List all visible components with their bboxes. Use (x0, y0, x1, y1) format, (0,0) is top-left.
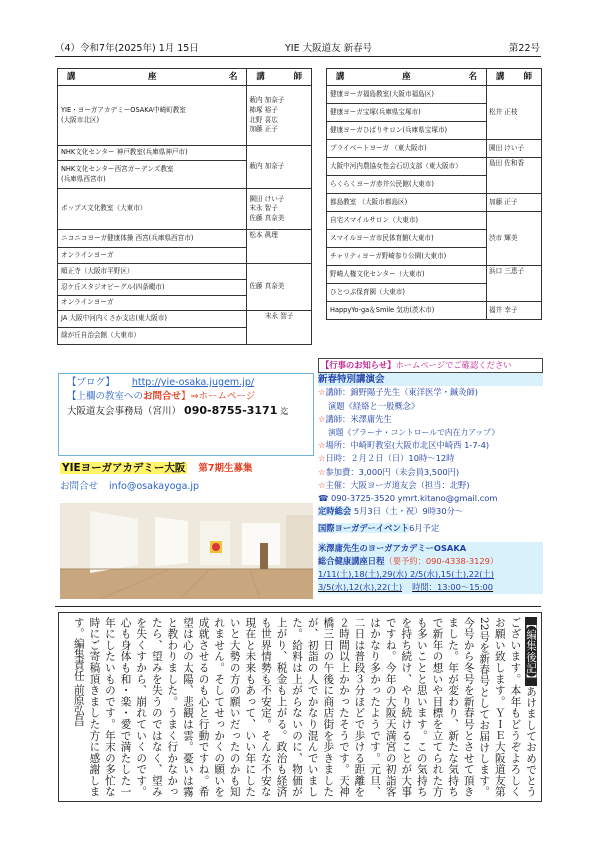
editorial-postscript (58, 612, 542, 802)
table-row (327, 140, 542, 158)
notice-title: 【行事のお知らせ】 (321, 360, 396, 370)
table-row (58, 230, 312, 248)
table-row (58, 86, 312, 146)
newsletter-title: YIE 大阪道友 新春号 (285, 43, 373, 54)
page-info: （4）令和7年(2025年) 1月 15日 (55, 43, 199, 54)
event-fee: 参加費：3,000円（未会員3,500円) (325, 466, 460, 477)
table-row (58, 189, 312, 230)
table-header-row (58, 69, 312, 86)
studio-interior-illustration (60, 503, 313, 599)
teacher-name: 園田 けい子 (486, 140, 541, 158)
course-name: プライベートヨーガ （東大阪市) (327, 140, 487, 158)
bullet-star: ☆ (318, 387, 326, 398)
course-location: (兵庫県西宮市) (61, 174, 106, 183)
course-name: ひとつぶ保育園（大東市) (327, 284, 487, 302)
table-row (327, 158, 542, 176)
section-rule (55, 606, 541, 607)
academy-osaka-line: 米澤庸先生のヨーガアカデミーOSAKA (318, 542, 467, 553)
general-meeting-label: 定時総会 (318, 506, 352, 517)
course-dates-2: 3/5(水),12(水),22(土) (318, 582, 403, 593)
header-char: 講 (67, 71, 76, 82)
course-name: NHK文化センター西宮ガーデンズ教室 (61, 164, 174, 173)
academy-banner (60, 460, 314, 500)
teacher-name: 柿塚 裕子 (249, 105, 278, 114)
table-row (327, 194, 542, 212)
health-course-label: 総合健康講座日程 (318, 555, 385, 566)
header-char: 師 (523, 71, 532, 82)
teacher-name: 薮内 加奈子 (249, 96, 285, 105)
header-char: 座 (147, 71, 157, 82)
header-char: 名 (228, 71, 238, 82)
office-suffix: 迄 (280, 407, 289, 416)
header-char: 座 (402, 71, 411, 82)
notice-title-note: ホームページでご確認ください (395, 360, 512, 370)
teacher-name: 加藤 正子 (249, 125, 278, 134)
bullet-star: ☆ (318, 466, 326, 477)
inquiry-bold: お問合せ (143, 391, 182, 402)
teacher-name: 佐藤 真奈美 (249, 213, 285, 222)
course-time: 時間：13:00～15:00 (412, 582, 494, 593)
table-row (58, 264, 312, 280)
issue-number: 第22号 (508, 43, 540, 54)
bullet-star: ☆ (318, 479, 326, 490)
teacher-name: 加藤 正子 (486, 194, 541, 212)
course-name: ニコニコヨーガ健康体操 西宮(兵庫県西宮市) (61, 233, 194, 242)
teacher-name: 島田 佐和香 (486, 158, 541, 194)
event-name: 新春特別講演会 (318, 373, 543, 386)
bullet-star: ☆ (318, 440, 326, 451)
course-name: YIE・ヨーガアカデミーOSAKA中崎町教室 (61, 105, 186, 114)
lecturer-1: 講師：錦野陽子先生（東洋医学・鍼灸師) (325, 387, 479, 398)
course-name: ポップス文化教室（大東市） (61, 204, 147, 213)
topic-1: 演題《経絡と一般概念》 (328, 400, 420, 411)
page-header (55, 40, 540, 54)
header-char: 名 (468, 71, 477, 82)
intl-yoga-day-date: 6月予定 (409, 523, 440, 534)
bullet-star: ☆ (318, 413, 326, 424)
teacher-name: 園田 けい子 (249, 194, 285, 203)
header-char: 講 (495, 71, 505, 82)
teacher-name: 福井 幸子 (486, 302, 541, 320)
course-name: 順正寺（大阪市平野区） (61, 266, 134, 275)
inquiry-pre: 【上欄の教室への (67, 391, 144, 402)
course-name: 忍ケ丘スタジオビーグル(四条畷市) (61, 282, 165, 291)
course-name: 健康ヨーガひばりサロン(兵庫県宝塚市) (327, 122, 487, 140)
table-row (327, 86, 542, 104)
teacher-name: 末永 智子 (264, 312, 294, 320)
table-row (327, 302, 542, 320)
teacher-name: 薮内 加奈子 (249, 162, 285, 171)
table-row (58, 146, 312, 161)
blog-link[interactable]: http://yie-osaka.jugem.jp/ (131, 377, 255, 388)
phone-icon: ☎ (318, 493, 329, 504)
course-name: 自宅スマイルサロン（大東市) (327, 212, 487, 230)
teacher-name: 浜口 三恵子 (486, 266, 541, 302)
table-row (327, 266, 542, 284)
header-char: 講 (256, 71, 265, 82)
intl-yoga-day-label: 国際ヨーガデーイベント (318, 523, 410, 534)
recruit-label: 第7期生募集 (198, 463, 253, 474)
event-organizer: 主催：大阪ヨーガ道友会（担当：北野) (325, 479, 470, 490)
event-venue: 場所：中崎町教室(大阪市北区中崎西 1-7-4) (325, 440, 490, 451)
office-phone: 090‐8755‐3171 (184, 404, 278, 417)
homepage-link[interactable]: 】⇒ホームページ (181, 391, 256, 402)
left-class-table (57, 68, 312, 345)
course-name: チャリティヨーガ野崎参り公園(大東市) (327, 248, 487, 266)
postscript-tag: 【編集後記】 (525, 618, 537, 685)
studio-photo (60, 503, 313, 599)
event-contact: 090-3725-3520 ymrt.kitano@gmail.com (330, 493, 498, 504)
course-name: HappyYo-ga＆Smile 気功(茨木市) (327, 302, 487, 320)
bullet-star: ☆ (318, 453, 326, 464)
academy-email[interactable]: info@osakayoga.jp (109, 481, 200, 492)
course-dates-1: 1/11(土),18(土),29(水) 2/5(水),15(土),22(土) (318, 568, 543, 581)
table-header-row (327, 69, 542, 86)
event-notice (318, 358, 543, 594)
topic-2: 演題《プラーナ・コントロールで内在力アップ》 (328, 428, 500, 438)
course-name: NHK文化センター 神戸教室(兵庫県神戸市) (61, 148, 188, 157)
office-name: 大阪道友会事務局（宮川） (67, 406, 182, 417)
course-name: 健康ヨーガ福島教室(大阪市福島区) (327, 86, 487, 104)
header-char: 講 (336, 71, 345, 82)
teacher-name: 佐藤 真奈美 (249, 282, 285, 291)
course-name: オンラインヨーガ (61, 298, 114, 307)
course-name: オンラインヨーガ (61, 250, 114, 259)
course-name: 都島教室 （大阪市都島区) (327, 194, 487, 212)
course-name: らくらくヨーガ赤井公民館(大東市) (327, 176, 487, 194)
course-name: スマイルヨーガ市民体育館(大東市) (327, 230, 487, 248)
event-datetime: 日時：２月２日（日）10時～12時 (325, 453, 455, 464)
header-rule (55, 56, 541, 57)
general-meeting-date: 5月3日（土・祝）9時30分～ (353, 506, 464, 517)
blog-contact-box (58, 373, 314, 456)
health-course-contact: （要予約：090-4338-3129） (384, 555, 499, 566)
header-char: 師 (293, 71, 302, 82)
teacher-name: 北野 喜広 (249, 115, 278, 124)
blog-label: 【ブログ】 (67, 377, 115, 388)
table-row (327, 212, 542, 230)
teacher-name: 渋市 輝美 (486, 212, 541, 266)
table-row (58, 311, 312, 328)
teacher-name: 松本 眞理 (249, 231, 278, 239)
course-name: 緑が丘自治会館（大東市） (61, 331, 141, 340)
postscript-body: あけましておめでとうございます。本年もどうぞよろしくお願い致します。ＹＩＥ大阪道友第22号を新春号としてお届けします。今号から冬号を新春号とさせて頂きました。年が変わり、新たな気持ちで新年の想いや目標を立てられた方も多いことと思います。この気持ちを持ち続け、やり続けることが大事ですね。今年の大阪天満宮の初詣客はかなり多かったようです。元旦、二日は普段３分ほどで歩ける距離を２時間以上かかったそうです。天神橋三日の午後に商店街を歩きましたが、初詣の人でかなり混んでいました。給料は上がらないのに、物価が上がり、税金も上がる。政治も経済も世界情勢も不安定。そんな不安な現在と未来もあって、いい年にしたいと大勢の方の願いだったのかも知れません。そしてせっかくの願いを成就させるのも心と行動ですね。希望は心の太陽、悲観は雲。憂いは霧と教わりました。うまく行かなかったら、望みを失うのではなく、望みを失くすから、崩れていくのです。心も身体も和・楽・愛で満たした一年にしたいものです。年末の多忙な時にご寄稿頂きました方に感謝します。編集責任 前原弘昌 (72, 617, 537, 798)
academy-contact-label: お問合せ (60, 481, 99, 492)
right-class-table (326, 68, 542, 320)
course-name: 大阪中河内農協女性会石切支部（東大阪市） (327, 158, 487, 176)
academy-name: YIEヨーガアカデミー大阪 (62, 462, 186, 474)
teacher-name: 松井 正枝 (486, 86, 541, 140)
course-name: 野崎人権文化センター（大東市) (327, 266, 487, 284)
course-name: JA 大阪中河内くさか支店(東大阪市) (61, 314, 167, 323)
course-name: 健康ヨーガ宝塚(兵庫県宝塚市) (327, 104, 487, 122)
lecturer-2: 講師：米澤庸先生 (325, 413, 392, 424)
course-location: (大阪市北区) (61, 115, 100, 124)
teacher-name: 末永 智子 (249, 204, 278, 213)
